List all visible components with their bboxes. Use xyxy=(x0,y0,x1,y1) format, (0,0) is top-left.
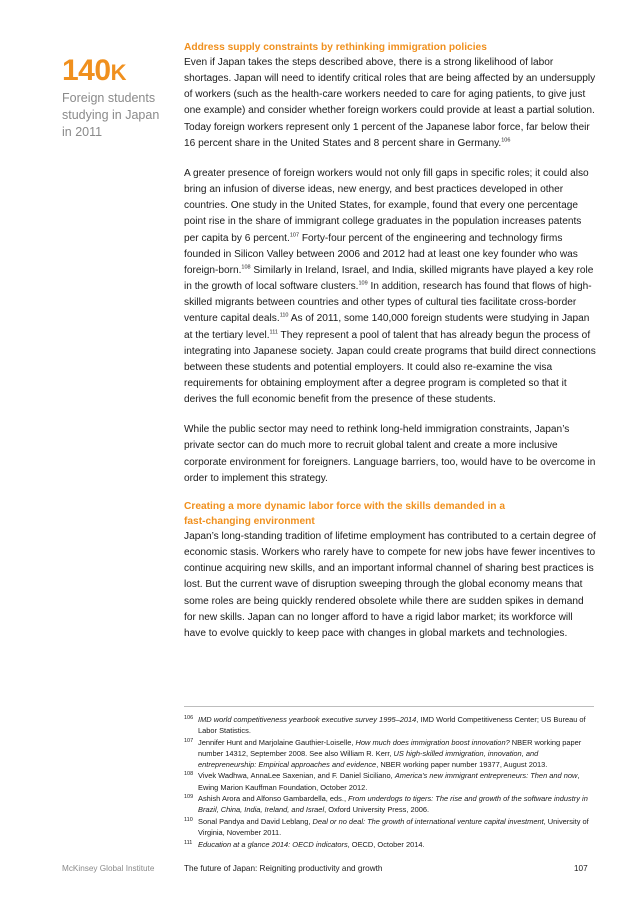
footnote-number: 109 xyxy=(184,794,194,801)
footer-publisher: McKinsey Global Institute xyxy=(62,864,155,873)
footnote-ref: 106 xyxy=(501,137,511,144)
footnote-ref: 110 xyxy=(279,312,289,319)
footnote-text: , Oxford University Press, 2006. xyxy=(324,805,430,815)
stat-value: 140 xyxy=(62,54,111,87)
footnote-title: From underdogs to tigers: The rise and growth of the software industry in Brazil, China, India, Ireland, and Israel xyxy=(198,794,588,815)
footnote-text: Sonal Pandya and David Leblang, xyxy=(198,816,313,826)
paragraph xyxy=(184,166,596,408)
paragraph-text: Similarly in Ireland, Israel, and India, skilled migrants have played a key role in the growth of local software clusters. xyxy=(184,264,594,293)
paragraph-text: As of 2011, some 140,000 foreign students were studying in Japan at the tertiary level. xyxy=(184,313,590,341)
page-number: 107 xyxy=(574,864,588,873)
footnote-text: Vivek Wadhwa, AnnaLee Saxenian, and F. Daniel Siciliano, xyxy=(198,771,395,781)
stat-number xyxy=(62,56,167,88)
heading-line: fast-changing environment xyxy=(184,515,315,527)
footnote-text: , NBER working paper number 19377, August 2013. xyxy=(376,759,548,769)
paragraph-text: A greater presence of foreign workers would not only fill gaps in specific roles; it could also bring an infusion of diverse ideas, new energy, and best practices developed in other countries. One study in the United States, for example, found that every one percentage point rise in the share of immigrant college graduates in the population increases patents per capita by 6 percent. xyxy=(184,167,589,244)
footnote-text: , OECD, October 2014. xyxy=(347,839,425,849)
section-heading-labor-force xyxy=(184,499,596,529)
heading-line: Creating a more dynamic labor force with the skills demanded in a xyxy=(184,500,505,512)
footnote-text: Ashish Arora and Alfonso Gambardella, eds., xyxy=(198,794,349,804)
paragraph: While the public sector may need to rethink long-held immigration constraints, Japan’s private sector can do much more to recruit global talent and create a more inclusive corporate environment for foreigners. Language barriers, too, would have to be overcome in order to implement this strategy. xyxy=(184,424,596,484)
stat-unit: K xyxy=(110,60,126,85)
footnote-text: , Ewing Marion Kauffman Foundation, October 2012. xyxy=(198,771,580,792)
body-text xyxy=(184,40,596,642)
stat-callout xyxy=(62,56,167,141)
footnote-title: US high-skilled immigration, innovation, and entrepreneurship: Empirical approaches and evidence xyxy=(198,748,539,769)
footnote-text: , University of Virginia, November 2011. xyxy=(198,816,589,837)
footnote-title: Deal or no deal: The growth of international venture capital investment xyxy=(312,816,544,826)
footer-title: The future of Japan: Reigniting productivity and growth xyxy=(184,864,383,873)
footnote-ref: 108 xyxy=(241,264,251,271)
footnote xyxy=(184,737,596,770)
footnote-number: 111 xyxy=(184,839,193,846)
footnote xyxy=(184,793,596,815)
section-heading-immigration: Address supply constraints by rethinking immigration policies xyxy=(184,42,487,53)
footnote-ref: 111 xyxy=(269,329,278,336)
footnote-ref: 109 xyxy=(358,280,368,287)
footnote-text: NBER working paper number 14312, September 2008. See also William R. Kerr, xyxy=(198,737,582,758)
footnote-number: 106 xyxy=(184,715,194,721)
paragraph-text: They represent a pool of talent that has already begun the process of integrating into Japanese society. Japan could create programs that build direct connections between these students and potential employers. It could also re-examine the visa requirements for obtaining employment after a degree program is completed so that it derives the full economic benefit from the presence of these students. xyxy=(184,329,596,406)
paragraph-text: Even if Japan takes the steps described above, there is a strong likelihood of labor shortages. Japan will need to identify critical roles that are being affected by an undersupply of workers (such as the health-care workers needed to care for aging patients, to give just one example) and consider whether foreign workers could provide at least a partial solution. Today foreign workers represent only 1 percent of the Japanese labor force, far below their 16 percent share in the United States and 8 percent share in Germany. xyxy=(184,57,596,149)
footnote-ref: 107 xyxy=(289,232,300,239)
paragraph: Japan’s long-standing tradition of lifetime employment has contributed to a certain degree of economic stasis. Workers who rarely have to compete for new jobs have fewer incentives to continue acquiring new skills, and an important informal channel of sharing best practices is lost. But the current wave of disruption sweeping through the global economy means that some roles are being quickly rendered obsolete while there are sudden spikes in demand for new skills. Japan can no longer afford to have a rigid labor market; its workforce will have to evolve quickly to keep pace with changes in global markets and technologies. xyxy=(184,530,596,639)
footnote-title: IMD world competitiveness yearbook executive survey 1995–2014 xyxy=(198,715,417,724)
footnote-title: Education at a glance 2014: OECD indicators xyxy=(198,839,348,849)
footnote-title: America’s new immigrant entrepreneurs: Then and now xyxy=(394,771,578,781)
footnote xyxy=(184,839,596,850)
footnote xyxy=(184,816,596,838)
footnote xyxy=(184,714,596,736)
footnote-text: , IMD World Competitiveness Center; US Bureau of Labor Statistics. xyxy=(198,715,586,736)
footnote-number: 107 xyxy=(184,737,194,744)
footnote xyxy=(184,770,596,792)
paragraph-text: In addition, research has found that flows of high-skilled migrants between countries and other types of cultural ties facilitate cross-border venture capital deals. xyxy=(184,281,592,325)
paragraph-text: Forty-four percent of the engineering and technology firms founded in Silicon Valley between 2006 and 2012 had at least one key founder who was foreign-born. xyxy=(184,232,578,276)
footnote-number: 110 xyxy=(184,816,193,823)
footnote-number: 108 xyxy=(184,771,194,778)
footnote-divider xyxy=(184,706,594,707)
footnote-title: How much does immigration boost innovation? xyxy=(355,737,510,747)
footnotes xyxy=(184,714,596,850)
footnote-text: Jennifer Hunt and Marjolaine Gauthier-Loiselle, xyxy=(198,737,356,747)
paragraph xyxy=(184,55,596,152)
stat-description: Foreign students studying in Japan in 2011 xyxy=(62,91,160,139)
